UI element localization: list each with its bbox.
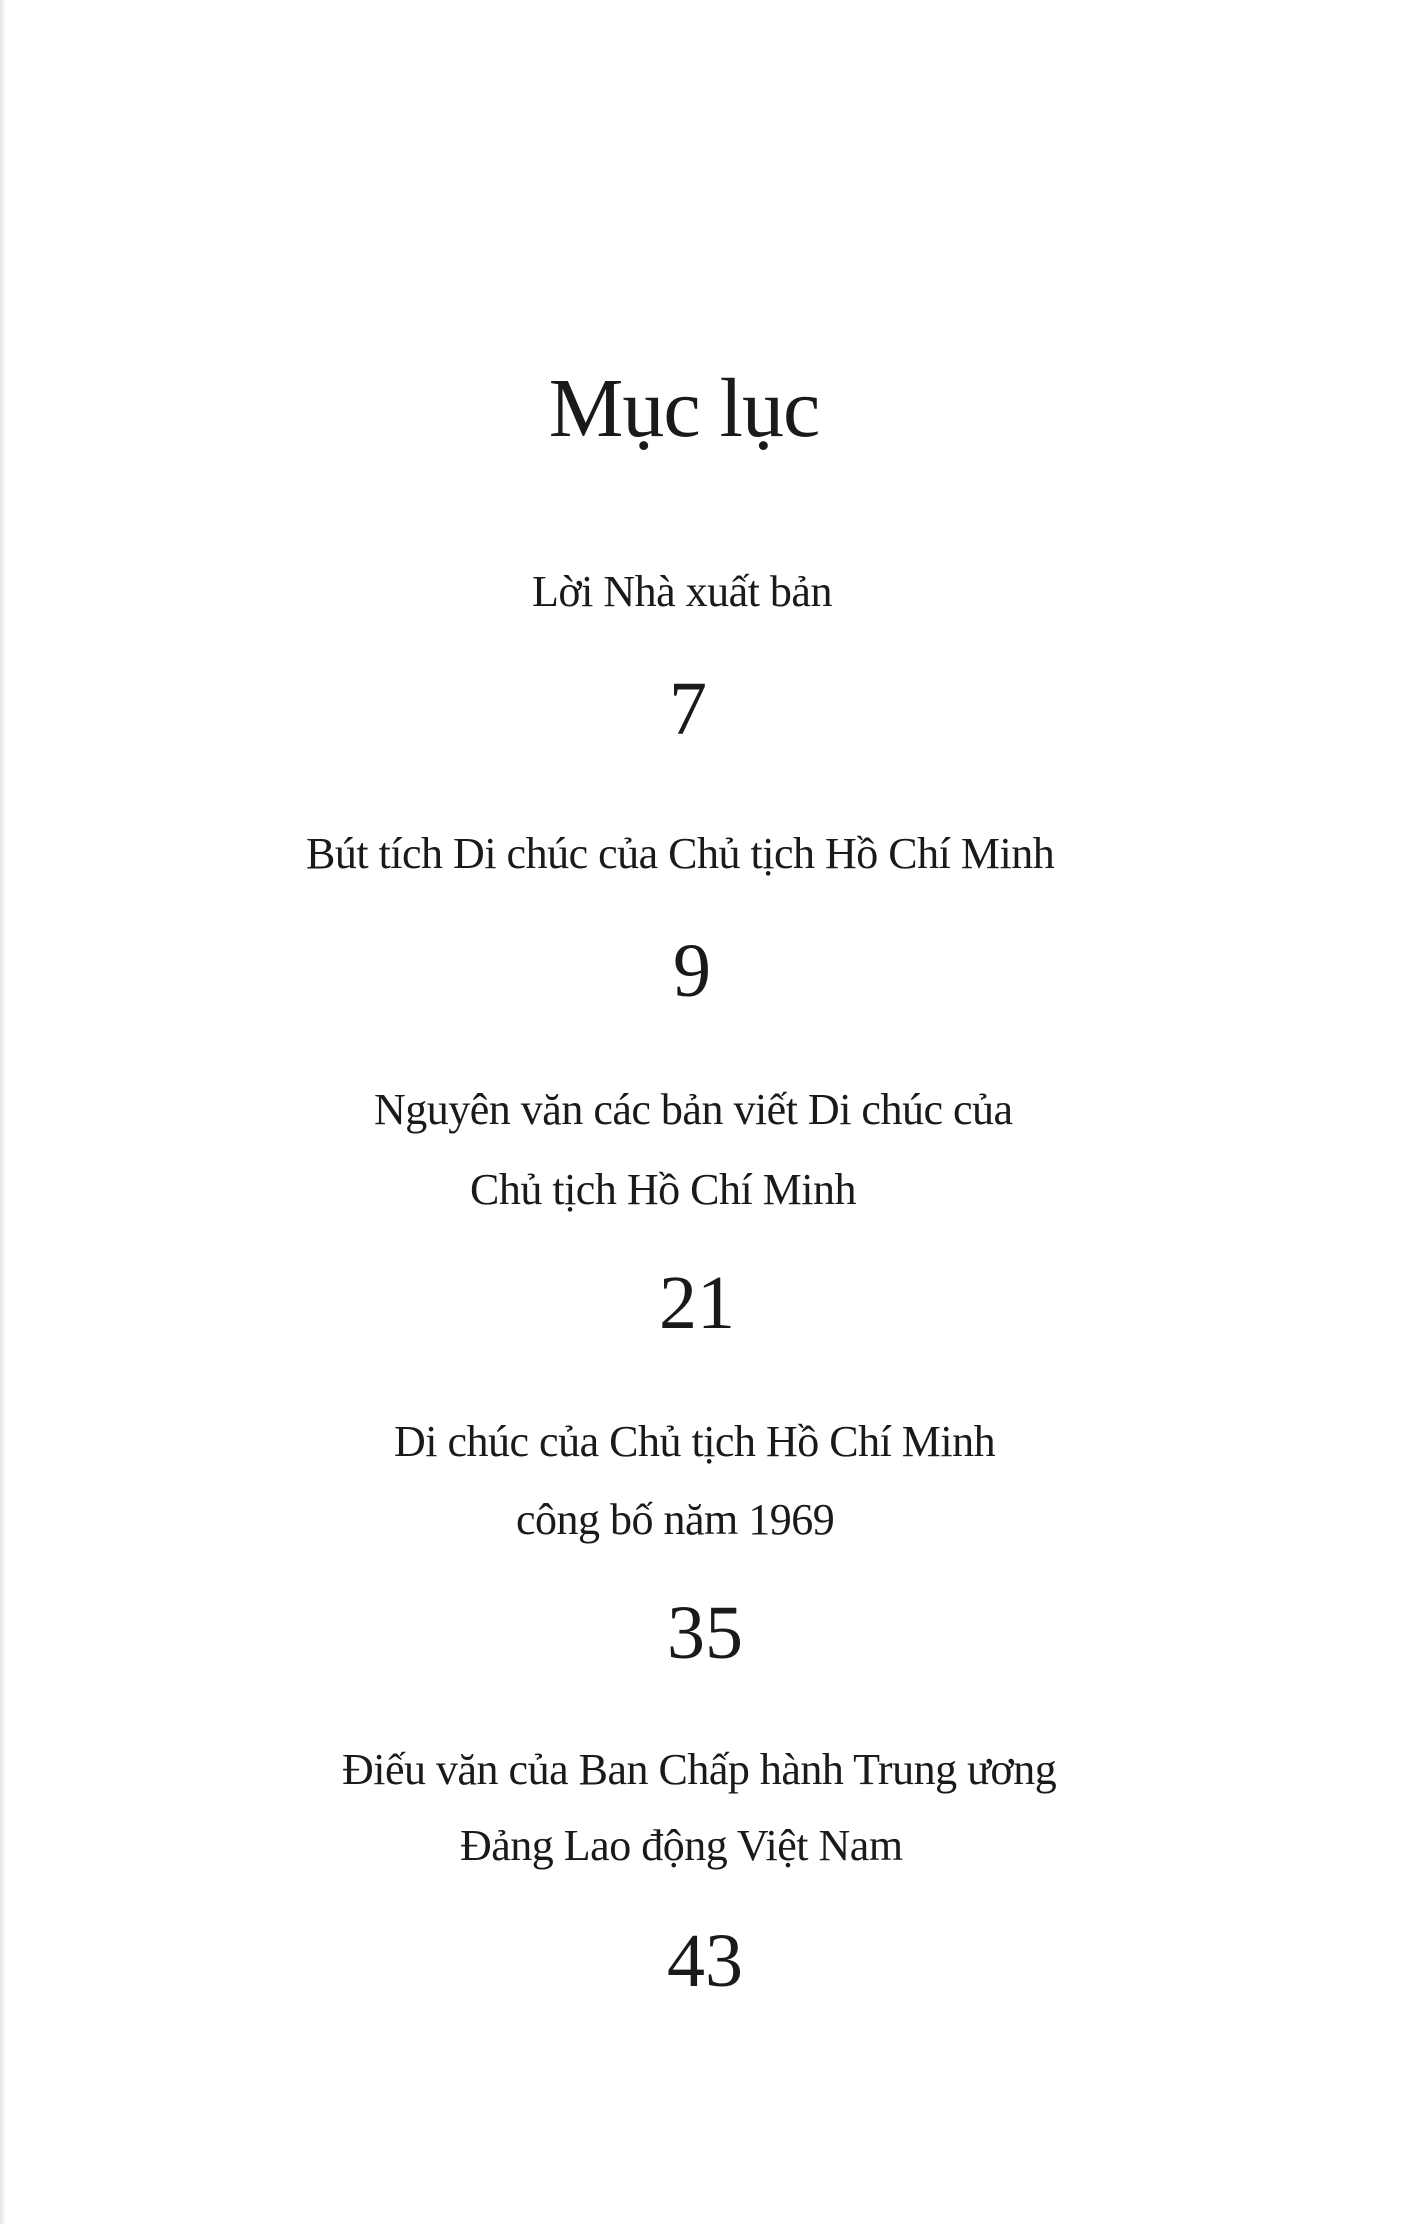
toc-entry-title: Đảng Lao động Việt Nam (460, 1821, 903, 1870)
toc-entry-title: Chủ tịch Hồ Chí Minh (470, 1165, 857, 1214)
page-edge-shadow (0, 0, 6, 2224)
toc-entry-title: Điếu văn của Ban Chấp hành Trung ương (342, 1745, 1057, 1794)
toc-entry-page: 21 (659, 1261, 735, 1345)
toc-entry-title: công bố năm 1969 (516, 1495, 835, 1544)
toc-entry-page: 9 (673, 929, 711, 1013)
toc-entry-title: Lời Nhà xuất bản (532, 567, 832, 616)
toc-entry-page: 7 (669, 667, 707, 751)
toc-entry-title: Di chúc của Chủ tịch Hồ Chí Minh (394, 1417, 996, 1466)
toc-entry-page: 35 (667, 1591, 743, 1675)
toc-entry-title: Nguyên văn các bản viết Di chúc của (374, 1085, 1013, 1134)
toc-entry-title: Bút tích Di chúc của Chủ tịch Hồ Chí Minh (306, 829, 1055, 878)
toc-entry-page: 43 (667, 1919, 743, 2003)
page-title: Mục lục (548, 362, 820, 455)
